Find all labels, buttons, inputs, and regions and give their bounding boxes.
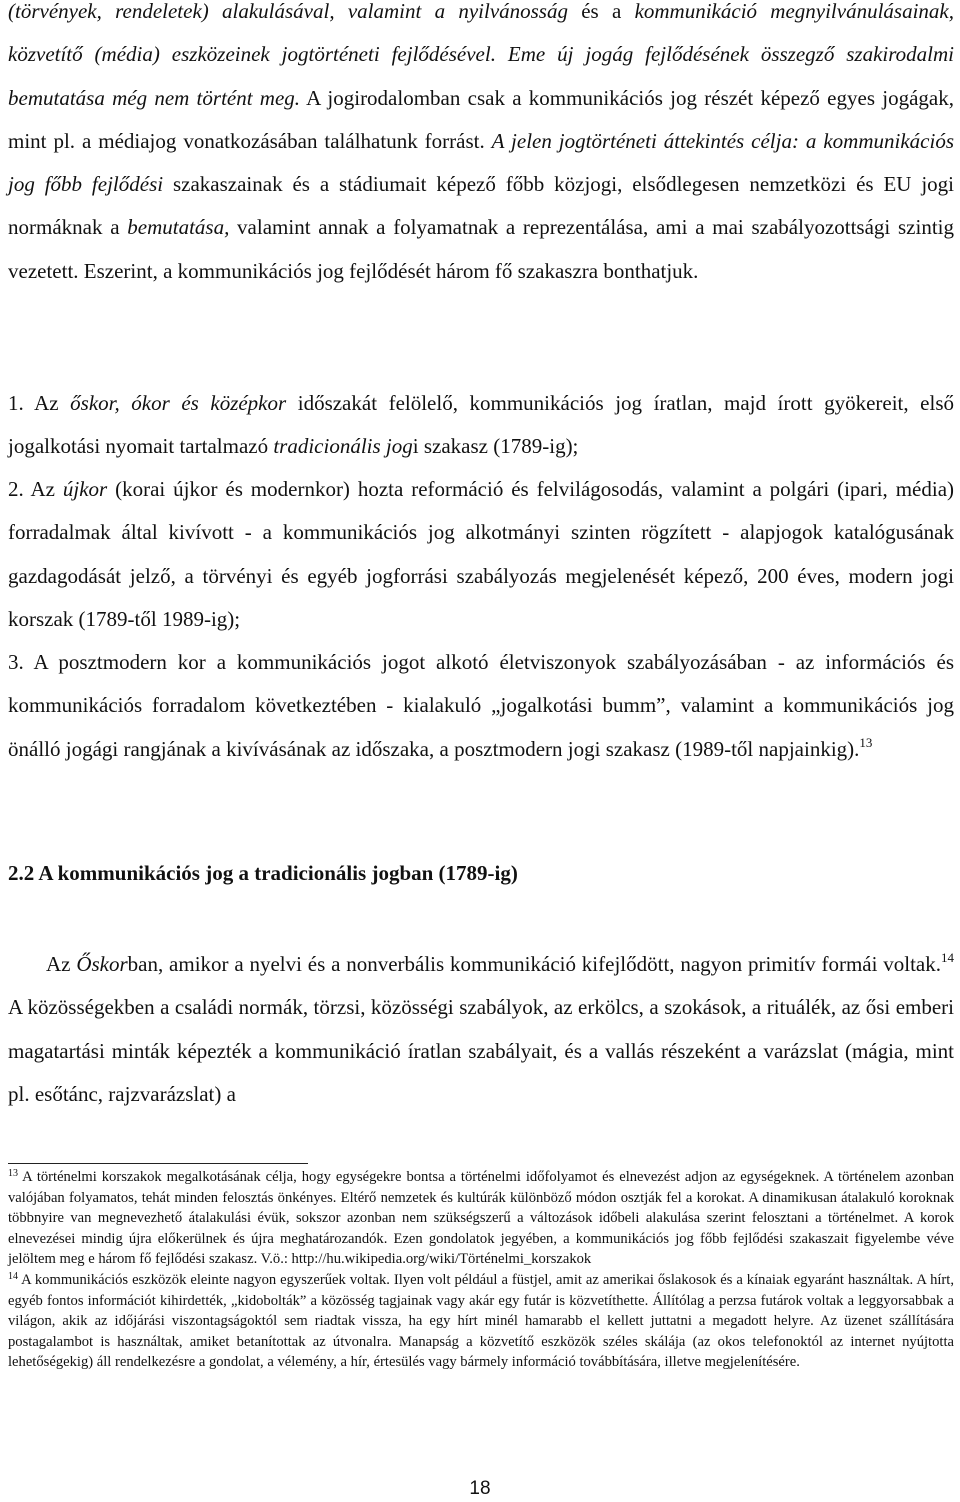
paragraph-stage-1: 1. Az őskor, ókor és középkor időszakát felölelő, kommunikációs jog íratlan, majd írott gyökereit, első jogalkotási nyomait tartalmazó tradicionális jogi szakasz (1789-ig); xyxy=(8,391,955,459)
footnote-separator xyxy=(8,1163,308,1164)
section-heading: 2.2 A kommunikációs jog a tradicionális jogban (1789-ig) xyxy=(8,861,518,885)
paragraph-prehistory: Az Őskorban, amikor a nyelvi és a nonverbális kommunikáció kifejlődött, nagyon primitív formái voltak.$^{14}$ A közösségekben a családi normák, törzsi, közösségi szabályok, az erkölcs, a szokások, a rituálék, az ősi emberi magatartási minták képezték a kommunikáció íratlan szabályait, és a vallás részeként a varázslat (mágia, mint pl. esőtánc, rajzvarázslat) a xyxy=(8,950,954,1106)
footnote-13 xyxy=(8,1167,954,1270)
footnote-text: A kommunikációs eszközök eleinte nagyon egyszerűek voltak. Ilyen volt például a füstjel, amit az amerikai őslakosok és a kínaiak egyaránt használtak. A hírt, egyéb fontos információt kihirdették, „kidobolták” a közösség tagjainak vagy akár egy futár is közvetíthette. Állítólag a perzsa futárok voltak a leggyorsabbak a világon, akik az időjárási viszontagságoktól sem riadtak vissza, ha egy hírt minél hamarabb el kellett juttatni a megadott helyre. Az üzenet szállítására postagalambot is használtak, amiket betanítottak az útvonalra. Manapság a közvetítő eszközök széles skálája (az okos telefonoktól az internet nyújtotta lehetőségekig) áll rendelkezésre a gondolat, a vélemény, a hír, értesülés vagy bármely információ továbbítására, illetve megjelenítésére. xyxy=(8,1271,954,1371)
paragraph-intro: (törvények, rendeletek) alakulásával, valamint a nyilvánosság és a kommunikáció megnyilvánulásainak, közvetítő (média) eszközeinek jogtörténeti fejlődésével. Eme új jogág fejlődésének összegző szakirodalmi bemutatása még nem történt meg. A jogirodalomban csak a kommunikációs jog részét képező egyes jogágak, mint pl. a médiajog vonatkozásában találhatunk forrást. A jelen jogtörténeti áttekintés célja: a kommunikációs jog főbb fejlődési szakaszainak és a stádiumait képező főbb közjogi, elsődlegesen nemzetközi és EU jogi normáknak a bemutatása, valamint annak a folyamatnak a reprezentálása, ami a mai szabályozottsági szintig vezetett. Eszerint, a kommunikációs jog fejlődését három fő szakaszra bonthatjuk. xyxy=(8,0,954,283)
footnote-number: 14 xyxy=(8,1270,18,1282)
footnote-text: A történelmi korszakok megalkotásának célja, hogy egységekre bontsa a történelmi időfolyamot és elnevezést adjon az egységeknek. A történelem azonban valójában folyamatos, tehát minden felosztás önkényes. Eltérő nemzetek és kultúrák különböző módon osztják fel a korokat. A dinamikusan átalakuló koroknak többnyire van megnevezhető átalakulási évük, sokszor azonban nem szükségszerű a változások időbeli alakulása szerint felosztani a történelmet. A korok elnevezései mindig újra előkerülnek és újra meghatározandók. Ezen gondolatok jegyében, a kommunikációs jog főbb fejlődési szakaszait figyelembe véve jelöltem meg e három fő fejlődési szakasz. V.ö.: http://hu.wikipedia.org/wiki/Történelmi_korszakok xyxy=(8,1169,954,1268)
footnote-ref-14[interactable]: 14 xyxy=(941,950,954,965)
footnote-ref-13[interactable]: 13 xyxy=(859,734,873,750)
footnote-14 xyxy=(8,1270,954,1373)
paragraph-stage-3: 3. A posztmodern kor a kommunikációs jogot alkotó életviszonyok szabályozásában - az információs és kommunikációs forradalom következtében - kialakuló „jogalkotási bumm”, valamint a kommunikációs jog önálló jogági rangjának a kivívásának az időszaka, a posztmodern jogi szakasz (1989-től napjainkig).$^{13}$ xyxy=(8,650,954,761)
footnotes xyxy=(8,1167,954,1373)
footnote-number: 13 xyxy=(8,1168,18,1179)
page-number: 18 xyxy=(469,1478,491,1499)
paragraph-stage-2: 2. Az újkor (korai újkor és modernkor) hozta reformáció és felvilágosodás, valamint a polgári (ipari, média) forradalmak által kivívott - a kommunikációs jog alkotmányi szinten rögzített - alapjogok katalógusának gazdagodását jelző, a törvényi és egyéb jogforrási szabályozás megjelenését képező, 200 éves, modern jogi korszak (1789-től 1989-ig); xyxy=(8,477,955,631)
